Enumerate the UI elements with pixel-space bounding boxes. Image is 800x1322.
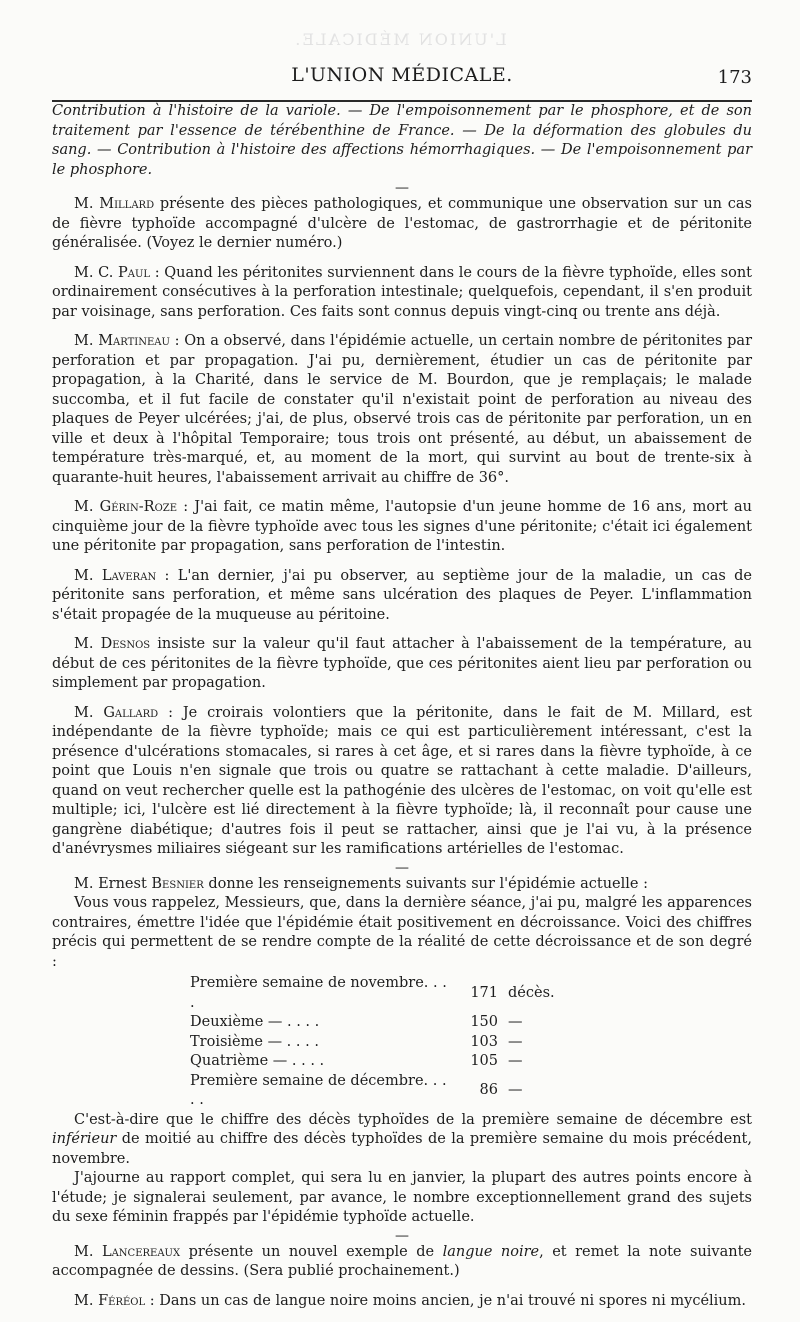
speaker-name: Gallard	[103, 704, 159, 721]
paragraph-desnos: M. Desnos insiste sur la valeur qu'il faut attacher à l'abaissement de la température, au début de ces péritonites de la fièvre typhoïde, que ces péritonites aient lieu par perforation ou simplement par propagation.	[52, 636, 752, 691]
speaker-name: Paul	[117, 264, 151, 281]
speaker-name: Martineau	[98, 333, 170, 349]
page-number: 173	[717, 67, 752, 88]
table-row: Première semaine de novembre. . . . 171 décès.	[190, 975, 555, 1011]
table-row: Troisième — . . . . 103 —	[190, 1033, 523, 1050]
journal-title: L'UNION MÉDICALE.	[291, 64, 513, 86]
paragraph-besnier-speech: Vous vous rappelez, Messieurs, que, dans la dernière séance, j'ai pu, malgré les apparences contraires, émettre l'idée que l'épidémie était positivement en décroissance. Voici des chiffres précis qui permettent de se rendre compte de la réalité de cette décroissance et de son degré :	[52, 895, 752, 970]
table-row: Première semaine de décembre. . . . . 86 —	[190, 1072, 523, 1108]
paragraph-lancereaux: M. Lancereaux présente un nouvel exemple de langue noire, et remet la note suivante accompagnée de dessins. (Sera publié prochainement.)	[52, 1243, 752, 1279]
speaker-name: Laveran	[101, 567, 157, 584]
speaker-name: Millard	[99, 196, 155, 212]
speaker-name: Besnier	[151, 875, 204, 892]
paragraph-fereol: M. Féréol : Dans un cas de langue noire moins ancien, je n'ai trouvé ni spores ni mycélium.	[74, 1292, 747, 1309]
paragraph-paul: M. C. Paul : Quand les péritonites surviennent dans le cours de la fièvre typhoïde, elles sont ordinairement consécutives à la perforation intestinale; quelquefois, cependant, il s'en produit par voisinage, sans perforation. Ces faits sont connus depuis vingt-cinq ou trente ans déjà.	[52, 264, 752, 320]
paragraph-gallard: M. Gallard : Je croirais volontiers que la péritonite, dans le fait de M. Millard, est indépendante de la fièvre typhoïde; mais ce qui est particulièrement intéressant, c'est la présence d'ulcérations stomacales, si rares à cet âge, et si rares dans la fièvre typhoïde, à ce point que Louis n'en signale que trois ou quatre se rattachant à cette maladie. D'ailleurs, quand on veut rechercher quelle est la pathogénie des ulcères de l'estomac, on voit qu'elle est multiple; ici, l'ulcère est lié directement à la fièvre typhoïde; là, il reconnaît pour cause une gangrène diabétique; d'autres fois il peut se rattacher, ainsi que je l'ai vu, à la présence d'anévrysmes miliaires siégeant sur les ramifications artérielles de l'estomac.	[52, 704, 752, 857]
section-divider: —	[395, 1227, 409, 1244]
contents-intro: Contribution à l'histoire de la variole. — De l'empoisonnement par le phosphore, et de son traitement par l'essence de térébenthine de France. — De la déformation des globules du sang. — Contribution à l'histoire des affections hémorrhagiques. — De l'empoisonnement par le phosphore.	[52, 103, 752, 178]
table-row: Quatrième — . . . . 105 —	[190, 1053, 523, 1069]
running-header	[52, 60, 752, 102]
paragraph-millard: M. Millard présente des pièces pathologiques, et communique une observation sur un cas de fièvre typhoïde accompagné d'ulcère de l'estomac, de gastrorrhagie et de péritonite généralisée. (Voyez le dernier numéro.)	[52, 196, 752, 251]
page-body	[52, 102, 752, 1311]
paragraph-ajourne: J'ajourne au rapport complet, qui sera lu en janvier, la plupart des autres points encore à l'étude; je signalerai seulement, par avance, le nombre exceptionnellement grand des sujets du sexe féminin frappés par l'épidémie typhoïde actuelle.	[52, 1170, 752, 1225]
speaker-name: Lancereaux	[101, 1243, 181, 1260]
speaker-name: Gérin-Roze	[99, 499, 178, 515]
deaths-table	[190, 974, 555, 1111]
paragraph-laveran: M. Laveran : L'an dernier, j'ai pu observer, au septième jour de la maladie, un cas de péritonite sans perforation, et même sans ulcération des plaques de Peyer. L'inflammation s'était propagée de la muqueuse au péritoine.	[52, 567, 753, 623]
paragraph-besnier: M. Ernest Besnier donne les renseignements suivants sur l'épidémie actuelle :	[74, 875, 648, 892]
bleed-through-header: L'UNION MÉDICALE.	[293, 30, 507, 49]
section-divider: —	[395, 180, 409, 196]
speaker-name: Féréol	[98, 1292, 146, 1309]
paragraph-gerin-roze: M. Gérin-Roze : J'ai fait, ce matin même, l'autopsie d'un jeune homme de 16 ans, mort au cinquième jour de la fièvre typhoïde avec tous les signes d'une péritonite; c'était ici également une péritonite par propagation, sans perforation de l'intestin.	[52, 499, 752, 554]
paragraph-cest-a-dire: C'est-à-dire que le chiffre des décès typhoïdes de la première semaine de décembre est inférieur de moitié au chiffre des décès typhoïdes de la première semaine du mois précédent, novembre.	[52, 1111, 752, 1167]
speaker-name: Desnos	[100, 636, 151, 652]
section-divider: —	[395, 859, 409, 876]
paragraph-martineau: M. Martineau : On a observé, dans l'épidémie actuelle, un certain nombre de péritonites par perforation et par propagation. J'ai pu, dernièrement, étudier un cas de péritonite par propagation, à la Charité, dans le service de M. Bourdon, que je remplaçais; le malade succomba, et il fut facile de constater qu'il n'existait point de perforation au niveau des plaques de Peyer ulcérées; j'ai, de plus, observé trois cas de péritonite par perforation, un en ville et deux à l'hôpital Temporaire; tous trois ont présenté, au début, un abaissement de température très-marqué, et, au moment de la mort, qui survint au bout de trente-six à quarante-huit heures, l'abaissement arrivait au chiffre de 36°.	[52, 333, 752, 486]
table-row: Deuxième — . . . . 150 —	[190, 1014, 523, 1030]
